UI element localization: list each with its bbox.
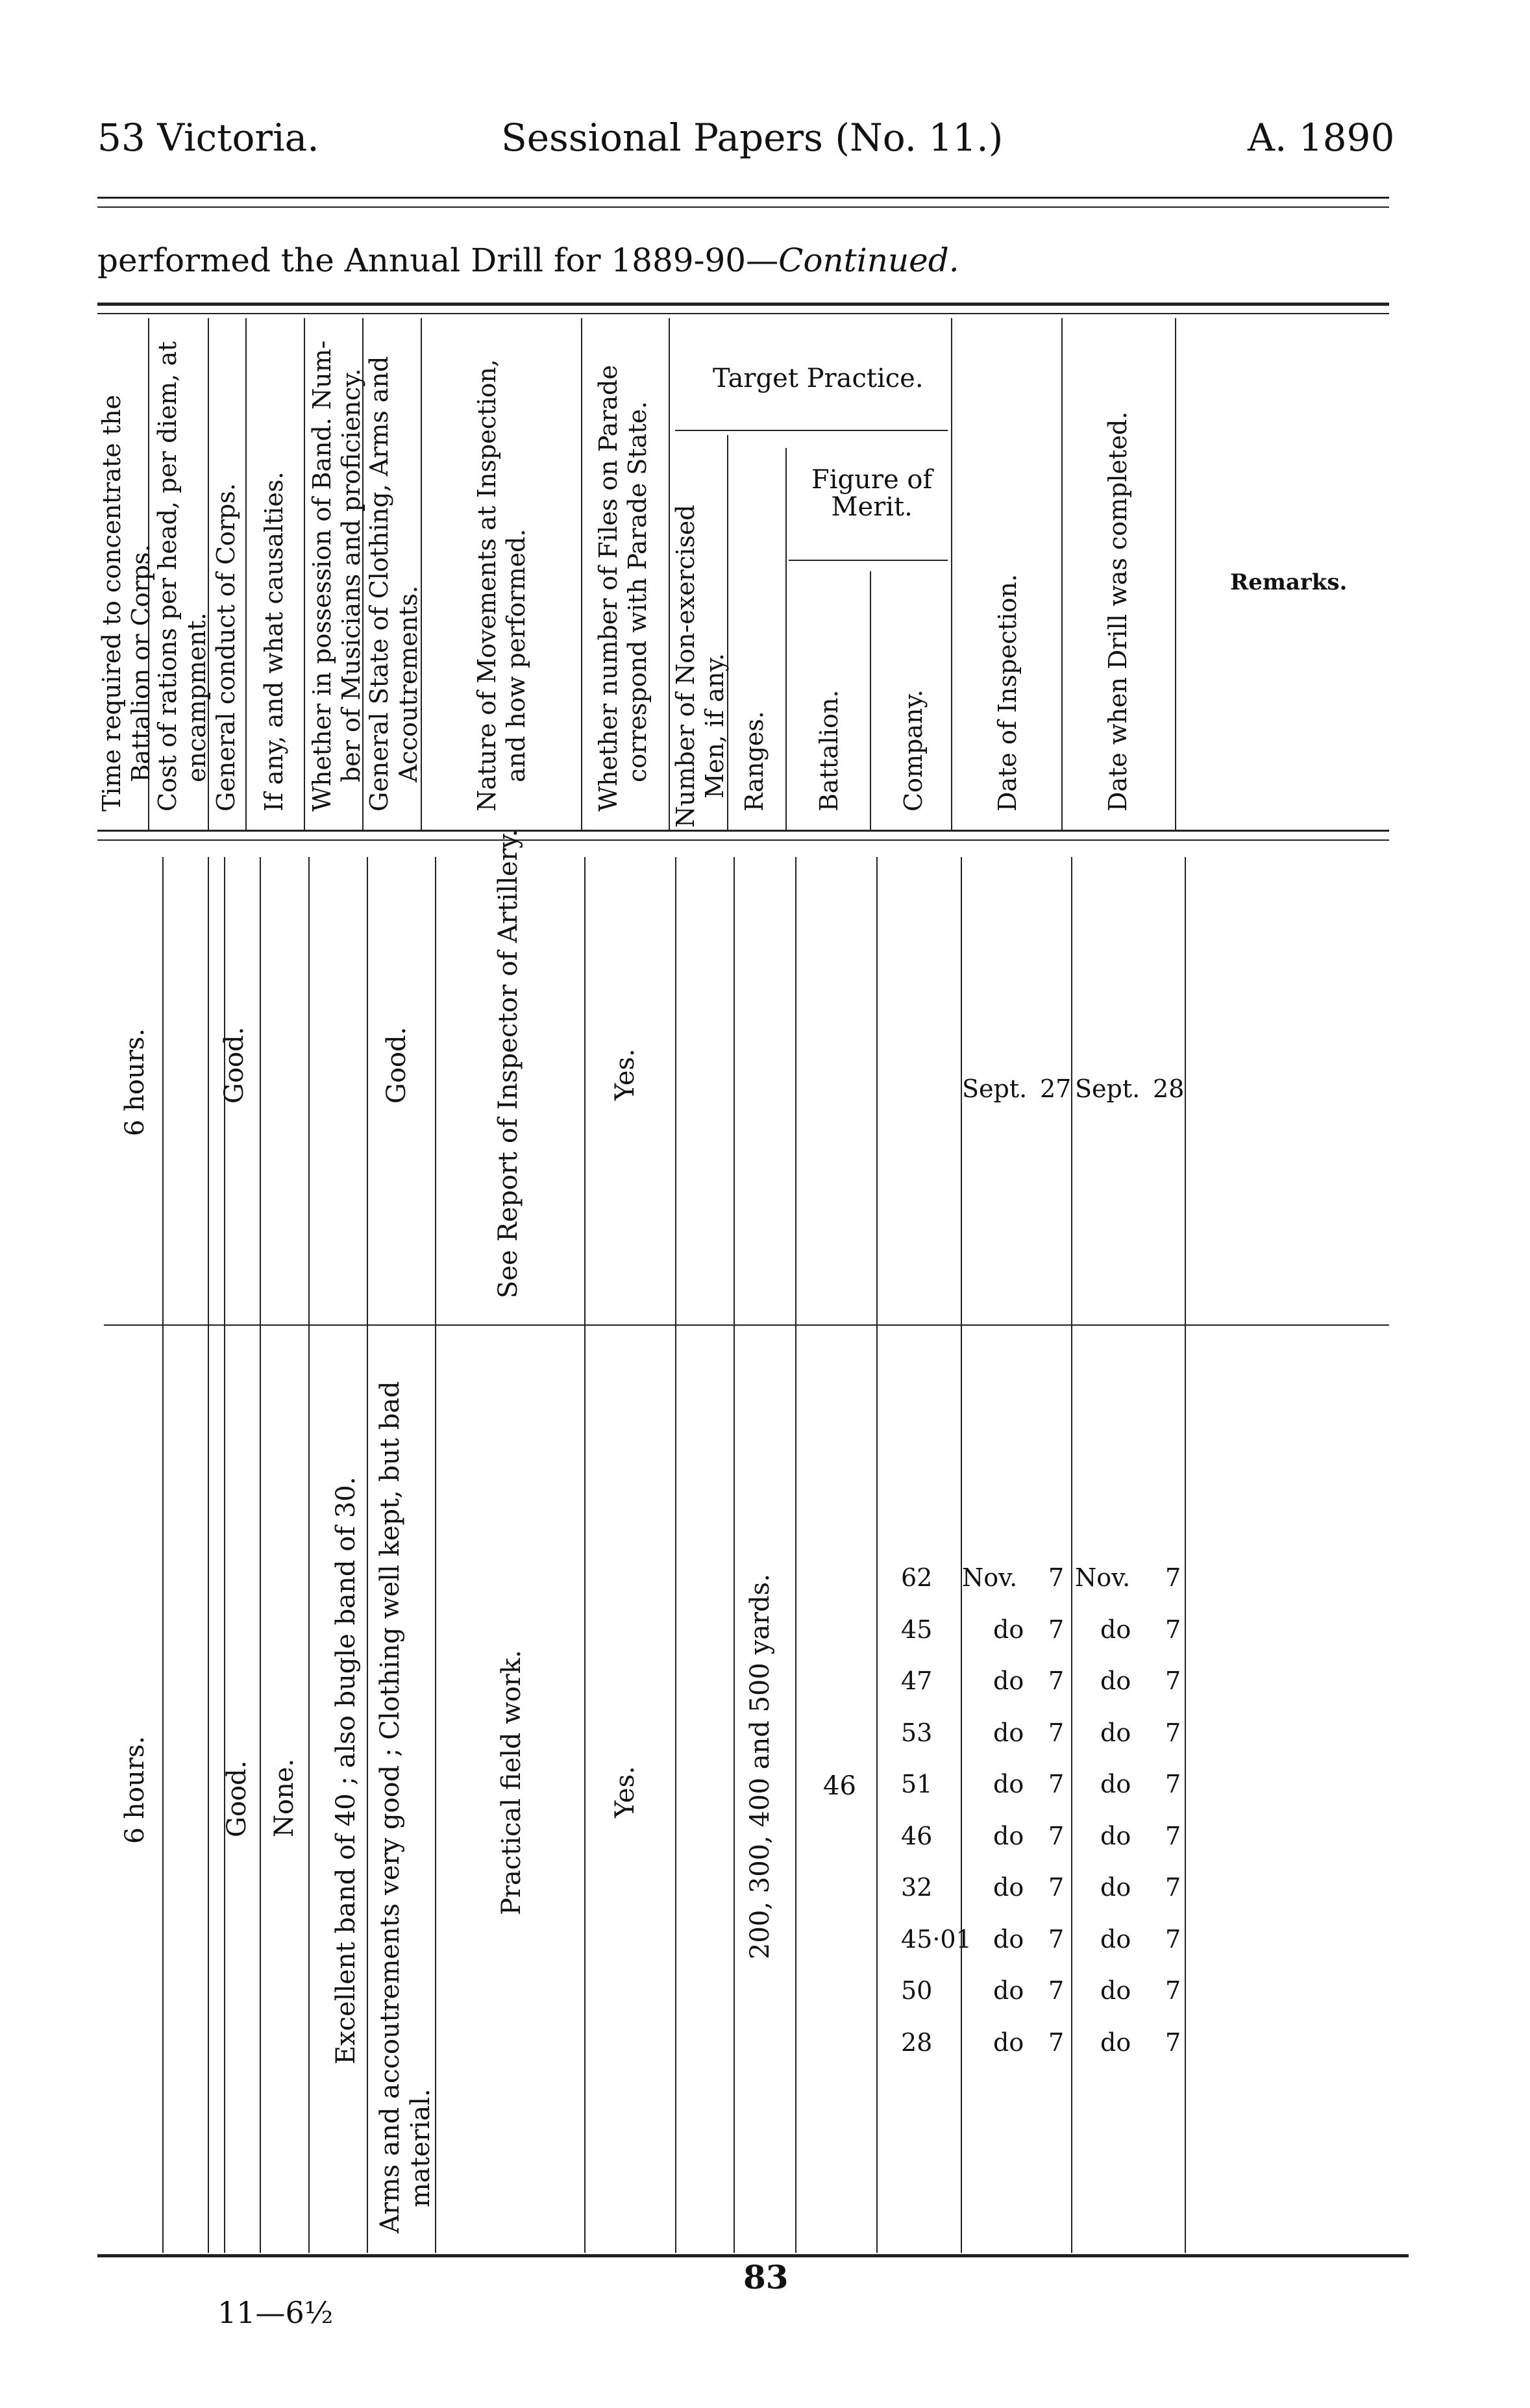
body-col-rule [162, 857, 164, 2253]
inspection-ditto: do [993, 1719, 1024, 1747]
inspection-day: 7 [1048, 1719, 1065, 1747]
hdr-col-rule [1061, 318, 1063, 830]
body-col-rule [308, 857, 310, 2253]
col-header-conduct [212, 483, 241, 812]
inspection-ditto: do [993, 1667, 1024, 1695]
inspection-day: 7 [1048, 1822, 1065, 1850]
header-rule-top [97, 197, 1389, 199]
col-header-ranges [740, 711, 769, 812]
inspection-ditto: do [993, 1822, 1024, 1850]
completion-day: 7 [1165, 2028, 1181, 2057]
col-header-date-completed [1104, 412, 1133, 812]
header-rule-bottom [97, 206, 1389, 208]
row2-time: 6 hours. [120, 1735, 150, 1844]
company-merit: 51 [901, 1770, 933, 1798]
col-header-concentrate-line2: Battalion or Corps. [126, 544, 155, 782]
body-col-rule [734, 857, 735, 2253]
company-merit: 32 [901, 1873, 933, 1902]
hdr-col-rule [581, 318, 582, 830]
col-header-remarks: Remarks. [1230, 569, 1348, 595]
col-header-state-line1: General State of Clothing, Arms and [365, 356, 393, 812]
row2-conduct: Good. [222, 1760, 252, 1837]
completion-ditto: do [1100, 2028, 1131, 2057]
inspection-day: 7 [1048, 2028, 1065, 2057]
body-col-rule [795, 857, 796, 2253]
header-bottom-rule [97, 830, 1389, 832]
completion-ditto: do [1100, 1822, 1131, 1850]
table-top-rule [97, 303, 1389, 306]
completion-day: 7 [1165, 1719, 1181, 1747]
company-merit: 53 [901, 1719, 933, 1747]
inspection-ditto: do [993, 2028, 1024, 2057]
inspection-day: 7 [1048, 1976, 1065, 2005]
row2-state-line2: material. [406, 2089, 436, 2207]
row1-movements: See Report of Inspector of Artillery. [493, 828, 523, 1298]
inspection-day: 7 [1048, 1925, 1065, 1954]
row1-comp-month: Sept. [1075, 1074, 1141, 1103]
hdr-col-rule [304, 318, 305, 830]
body-col-rule [961, 857, 962, 2253]
inspection-ditto: do [993, 1976, 1024, 2005]
body-col-rule [584, 857, 586, 2253]
company-merit: 46 [901, 1822, 933, 1850]
completion-ditto: do [1100, 1873, 1131, 1902]
inspection-ditto: do [993, 1770, 1024, 1798]
page-title-text: performed the Annual Drill for 1889-90— [97, 242, 779, 279]
col-header-band-line2: ber of Musicians and proficiency. [336, 368, 365, 782]
col-header-rations-line2: encampment. [182, 612, 211, 782]
hdr-col-rule [870, 571, 871, 830]
row1-time: 6 hours. [120, 1028, 150, 1136]
completion-day: 7 [1165, 1976, 1181, 2005]
page-number: 83 [743, 2258, 789, 2296]
col-header-concentrate-line1: Time required to concentrate the [97, 394, 126, 812]
body-col-rule [367, 857, 368, 2253]
hdr-col-rule [669, 318, 670, 830]
col-header-state [365, 356, 423, 812]
col-header-files-line1: Whether number of Files on Parade [594, 365, 623, 812]
col-header-battalion-line: Battalion. [815, 689, 843, 812]
col-header-date-inspection [993, 574, 1022, 812]
completion-ditto: do [1100, 1976, 1131, 2005]
hdr-col-rule [951, 318, 952, 830]
hdr-col-rule [1175, 318, 1176, 830]
col-header-figure-line1: Figure of [811, 465, 933, 495]
col-header-date-completed-line: Date when Drill was completed. [1104, 411, 1132, 812]
row2-casualties: None. [269, 1758, 299, 1837]
col-header-figure-of-merit [811, 466, 932, 521]
col-header-conduct-line: General conduct of Corps. [212, 483, 240, 812]
completion-ditto: do [1100, 1615, 1131, 1644]
company-merit: 45 [901, 1615, 933, 1644]
row-separator [104, 1324, 1389, 1326]
inspection-ditto: do [993, 1925, 1024, 1954]
body-col-rule [208, 857, 209, 2253]
row2-files: Yes. [610, 1766, 640, 1818]
inspection-day: 7 [1048, 1563, 1065, 1592]
col-header-casualties-line: If any, and what causalties. [260, 471, 288, 812]
col-header-movements [473, 359, 531, 812]
completion-day: 7 [1165, 1667, 1181, 1695]
completion-day: 7 [1165, 1615, 1181, 1644]
col-header-rations-line1: Cost of rations per head, per diem, at [153, 341, 182, 812]
inspection-month: Nov. [962, 1563, 1018, 1592]
row2-state-line1: Arms and accoutrements very good ; Clothing well kept, but bad [375, 1381, 405, 2233]
col-header-files [594, 365, 652, 812]
row1-conduct: Good. [219, 1026, 249, 1104]
col-header-movements-line2: and how performed. [501, 528, 530, 782]
inspection-ditto: do [993, 1873, 1024, 1902]
col-header-band-line1: Whether in possession of Band. Num- [308, 340, 336, 812]
completion-day: 7 [1165, 1873, 1181, 1902]
row1-insp-day: 27 [1040, 1074, 1072, 1103]
completion-day: 7 [1165, 1822, 1181, 1850]
col-header-files-line2: correspond with Parade State. [623, 401, 652, 782]
col-header-band [308, 340, 366, 812]
col-header-company-line: Company. [899, 689, 928, 812]
col-header-concentrate [97, 395, 156, 812]
table-top-rule-thin [97, 313, 1389, 314]
body-col-rule [1185, 857, 1186, 2253]
col-header-battalion [815, 689, 844, 812]
body-col-rule [260, 857, 261, 2253]
body-col-rule [675, 857, 676, 2253]
inspection-day: 7 [1048, 1667, 1065, 1695]
col-header-non-exercised-line1: Number of Non-exercised [671, 504, 700, 828]
row1-state: Good. [382, 1026, 412, 1104]
col-header-rations [153, 341, 212, 812]
col-header-movements-line1: Nature of Movements at Inspection, [473, 359, 501, 812]
col-header-figure-line2: Merit. [831, 492, 913, 522]
completion-month: Nov. [1075, 1563, 1131, 1592]
page-title [97, 242, 959, 279]
inspection-day: 7 [1048, 1873, 1065, 1902]
col-header-date-inspection-line: Date of Inspection. [993, 574, 1022, 812]
company-merit: 62 [901, 1563, 933, 1592]
running-header-left: 53 Victoria. [97, 116, 319, 160]
hdr-col-rule [245, 318, 247, 830]
header-bottom-rule-2 [97, 839, 1389, 841]
completion-day: 7 [1165, 1563, 1181, 1592]
col-header-state-line2: Accoutrements. [393, 585, 423, 782]
company-merit: 47 [901, 1667, 933, 1695]
row1-comp-day: 28 [1153, 1074, 1185, 1103]
body-col-rule [876, 857, 878, 2253]
completion-ditto: do [1100, 1667, 1131, 1695]
col-header-target-practice: Target Practice. [713, 364, 924, 393]
running-header-right: A. 1890 [1248, 116, 1395, 160]
inspection-ditto: do [993, 1615, 1024, 1644]
row2-state [375, 1381, 436, 2233]
row1-files: Yes. [610, 1049, 640, 1100]
row2-battalion: 46 [823, 1771, 856, 1801]
completion-ditto: do [1100, 1770, 1131, 1798]
completion-day: 7 [1165, 1770, 1181, 1798]
completion-ditto: do [1100, 1719, 1131, 1747]
hdr-col-rule [785, 448, 787, 830]
col-header-company [899, 689, 928, 812]
body-col-rule [1071, 857, 1072, 2253]
col-header-non-exercised-line2: Men, if any. [700, 653, 729, 799]
inspection-day: 7 [1048, 1615, 1065, 1644]
company-merit: 45·01 [901, 1925, 972, 1954]
col-header-casualties [260, 471, 289, 812]
company-merit: 28 [901, 2028, 933, 2057]
completion-ditto: do [1100, 1925, 1131, 1954]
page-title-continued: Continued. [778, 242, 959, 279]
row2-movements: Practical field work. [497, 1650, 526, 1915]
target-practice-rule [675, 430, 948, 431]
running-header-center: Sessional Papers (No. 11.) [501, 116, 1004, 160]
col-header-non-exercised [671, 504, 730, 828]
table-bottom-rule [97, 2254, 1409, 2257]
row2-band: Excellent band of 40 ; also bugle band of 30. [331, 1476, 361, 2065]
col-header-ranges-line: Ranges. [740, 710, 769, 812]
completion-day: 7 [1165, 1925, 1181, 1954]
signature-mark: 11—6½ [217, 2295, 334, 2330]
row1-insp-month: Sept. [962, 1074, 1028, 1103]
inspection-day: 7 [1048, 1770, 1065, 1798]
row2-ranges: 200, 300, 400 and 500 yards. [745, 1573, 775, 1959]
company-merit: 50 [901, 1976, 933, 2005]
figure-of-merit-rule [789, 560, 948, 561]
